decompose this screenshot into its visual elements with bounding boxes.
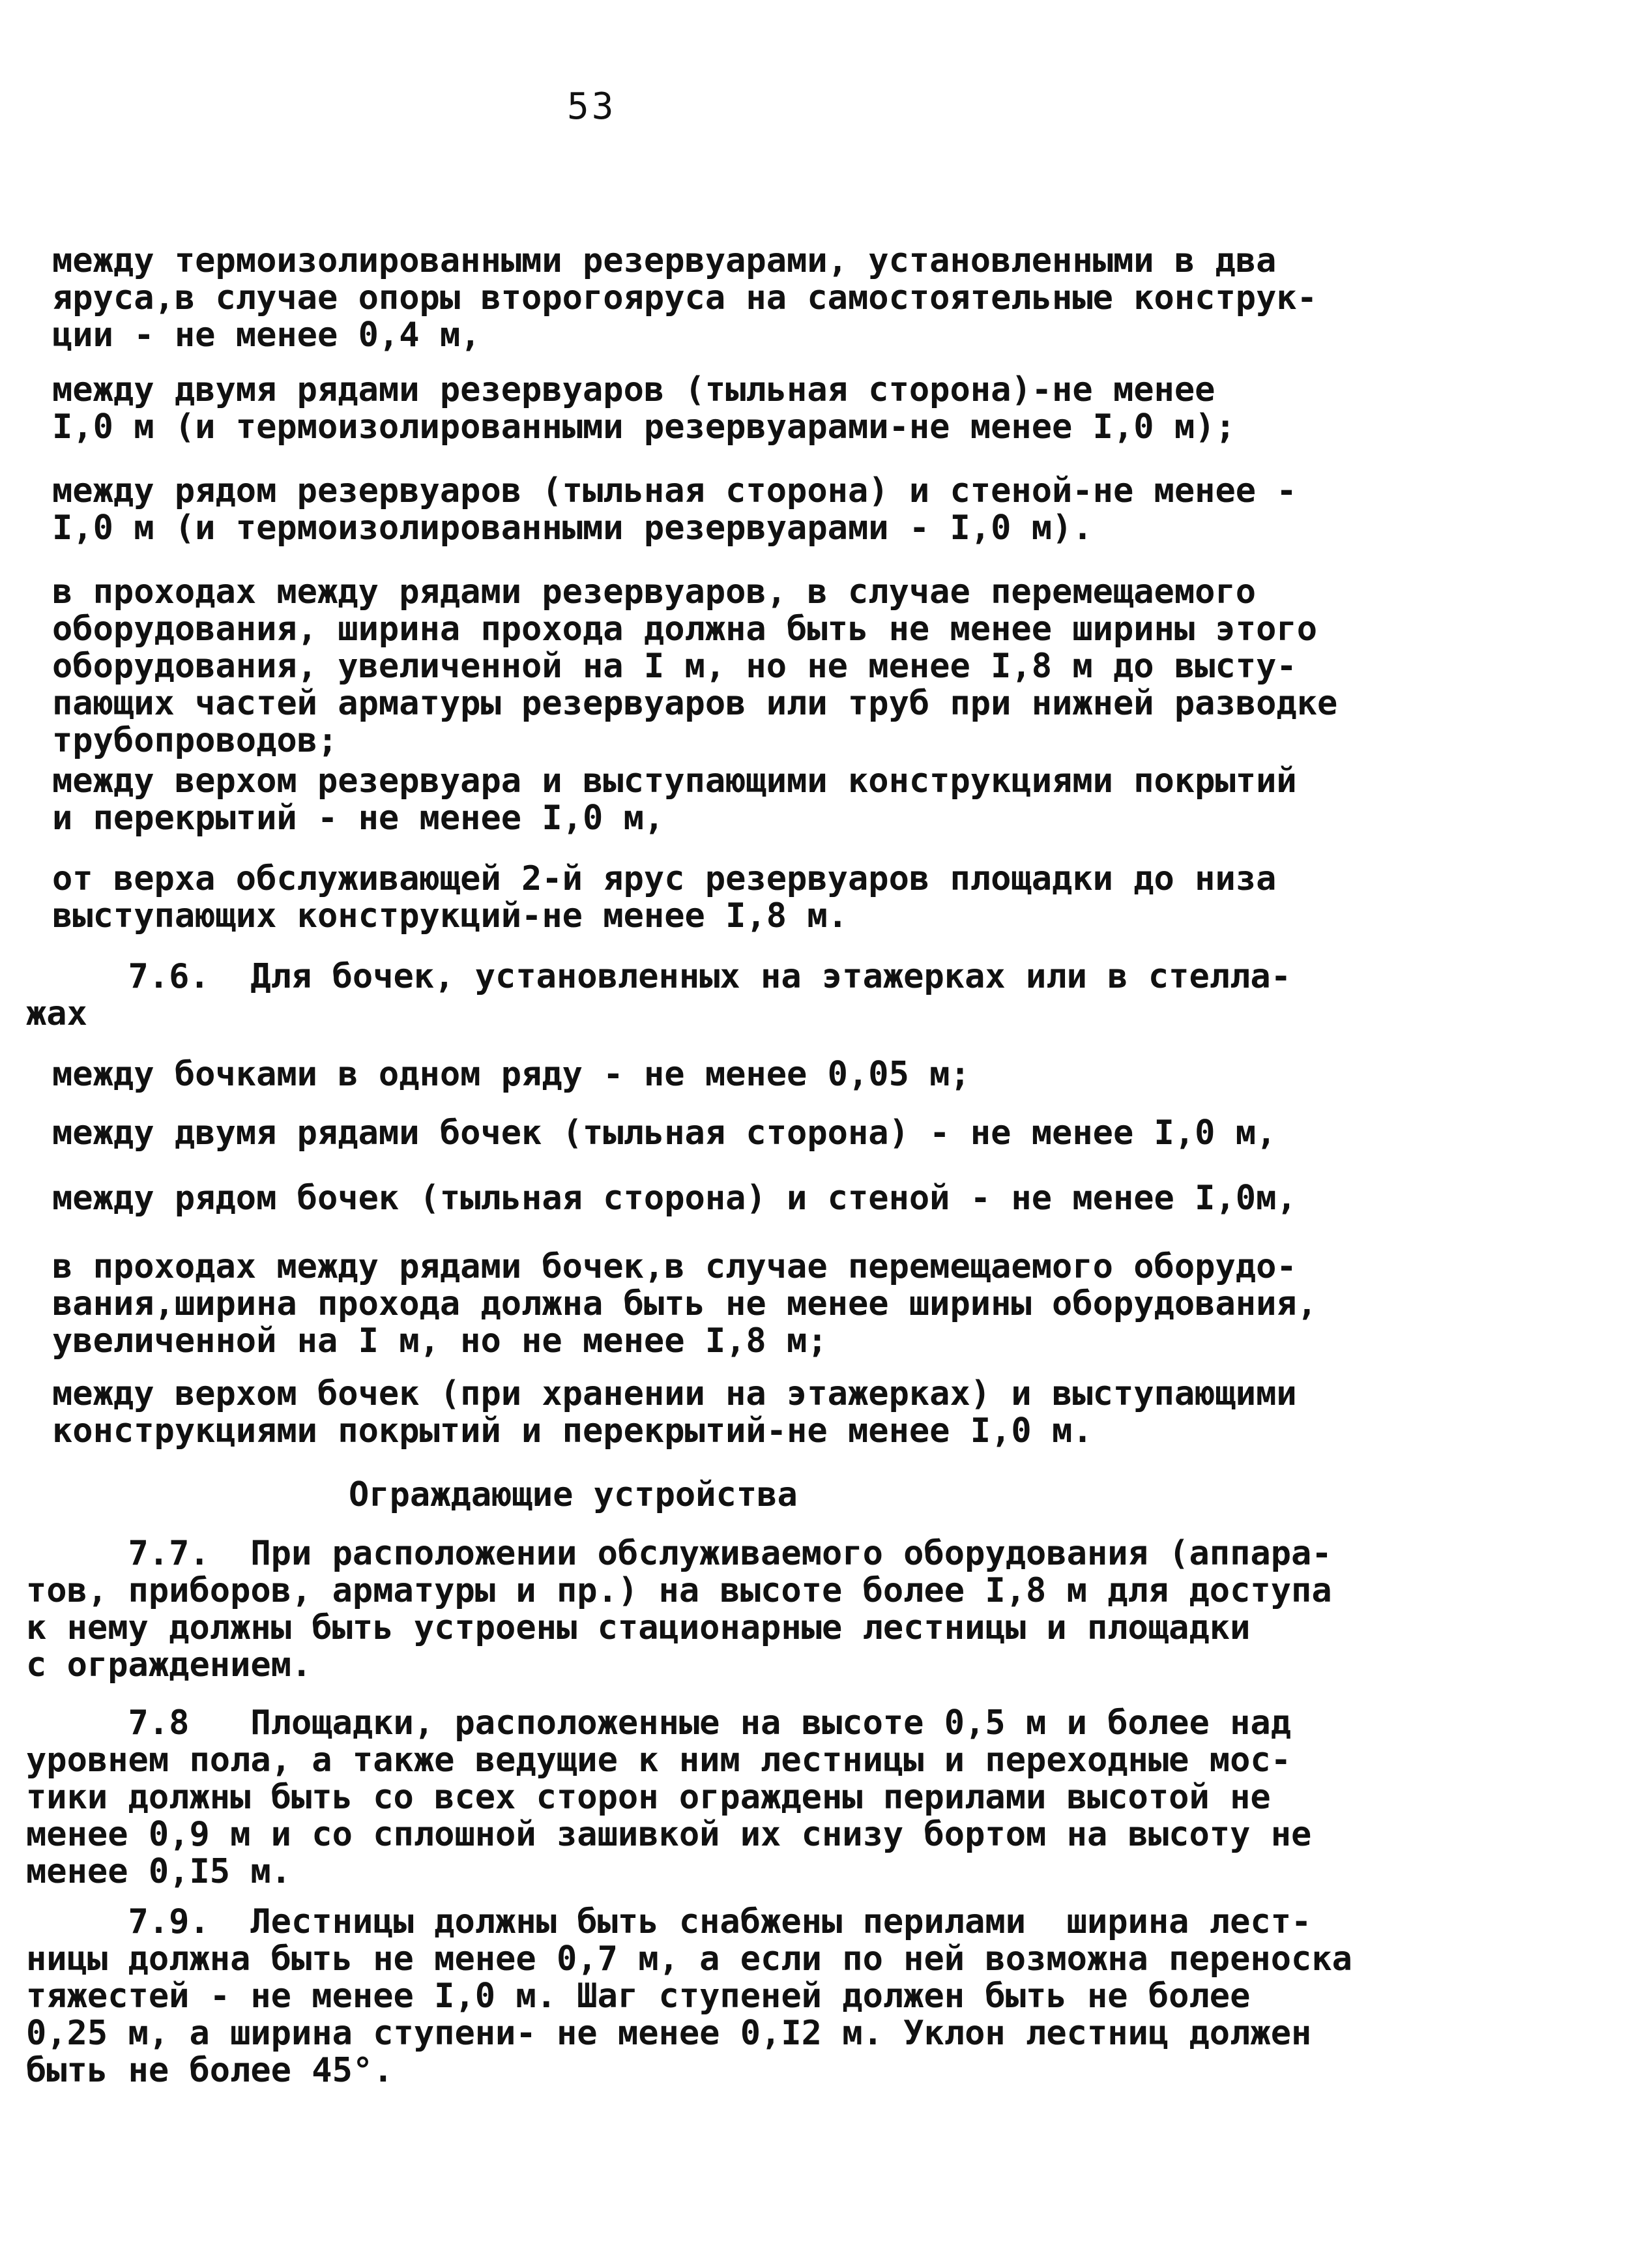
paragraph-two-tank-rows: между двумя рядами резервуаров (тыльная сторона)-не менее I,0 м (и термоизолированными резервуарами-не менее I,0 м); <box>52 370 1236 447</box>
paragraph-tank-top-structures: между верхом резервуара и выступающими конструкциями покрытий и перекрытий - не менее I,0 м, <box>52 761 1297 838</box>
paragraph-thermo-tanks: между термоизолированными резервуарами, установленными в два яруса,в случае опоры второгояруса на самостоятельные конструк- ции - не менее 0,4 м, <box>52 241 1318 355</box>
paragraph-tank-passages: в проходах между рядами резервуаров, в случае перемещаемого оборудования, ширина прохода должна быть не менее ширины этого оборудования, увеличенной на I м, но не менее I,8 м до высту- пающих частей арматуры резервуаров или труб при нижней разводке трубопроводов; <box>52 572 1338 760</box>
section-heading: Ограждающие устройства <box>349 1475 798 1514</box>
paragraph-platform-clearance: от верха обслуживающей 2-й ярус резервуаров площадки до низа выступающих конструкций-не менее I,8 м. <box>52 859 1277 935</box>
paragraph-7-8: 7.8 Площадки, расположенные на высоте 0,5 м и более над уровнем пола, а также ведущие к ним лестницы и переходные мос- тики должны быть со всех сторон ограждены перилами высотой не менее 0,9 м и со сплошной зашивкой их снизу бортом на высоту не менее 0,I5 м. <box>26 1703 1312 1891</box>
paragraph-barrel-top: между верхом бочек (при хранении на этажерках) и выступающими конструкциями покрытий и перекрытий-не менее I,0 м. <box>52 1374 1297 1451</box>
paragraph-barrel-row-wall: между рядом бочек (тыльная сторона) и стеной - не менее I,0м, <box>52 1179 1297 1218</box>
page-number: 53 <box>567 85 617 128</box>
paragraph-7-9: 7.9. Лестницы должны быть снабжены перилами ширина лест- ницы должна быть не менее 0,7 м, а если по ней возможна переноска тяжестей - не менее I,0 м. Шаг ступеней должен быть не более 0,25 м, а ширина ступени- не менее 0,I2 м. Уклон лестниц должен быть не более 45°. <box>26 1902 1352 2090</box>
paragraph-7-6: 7.6. Для бочек, установленных на этажерках или в стелла- жах <box>26 957 1292 1033</box>
paragraph-7-7: 7.7. При расположении обслуживаемого оборудования (аппара- тов, приборов, арматуры и пр.) на высоте более I,8 м для доступа к нему должны быть устроены стационарные лестницы и площадки с ограждением. <box>26 1534 1332 1685</box>
paragraph-two-barrel-rows: между двумя рядами бочек (тыльная сторона) - не менее I,0 м, <box>52 1113 1277 1153</box>
paragraph-tank-row-wall: между рядом резервуаров (тыльная сторона) и стеной-не менее - I,0 м (и термоизолированными резервуарами - I,0 м). <box>52 471 1297 548</box>
paragraph-barrels-one-row: между бочками в одном ряду - не менее 0,05 м; <box>52 1055 970 1094</box>
paragraph-barrel-passages: в проходах между рядами бочек,в случае перемещаемого оборудо- вания,ширина прохода должна быть не менее ширины оборудования, увеличенной на I м, но не менее I,8 м; <box>52 1247 1318 1361</box>
